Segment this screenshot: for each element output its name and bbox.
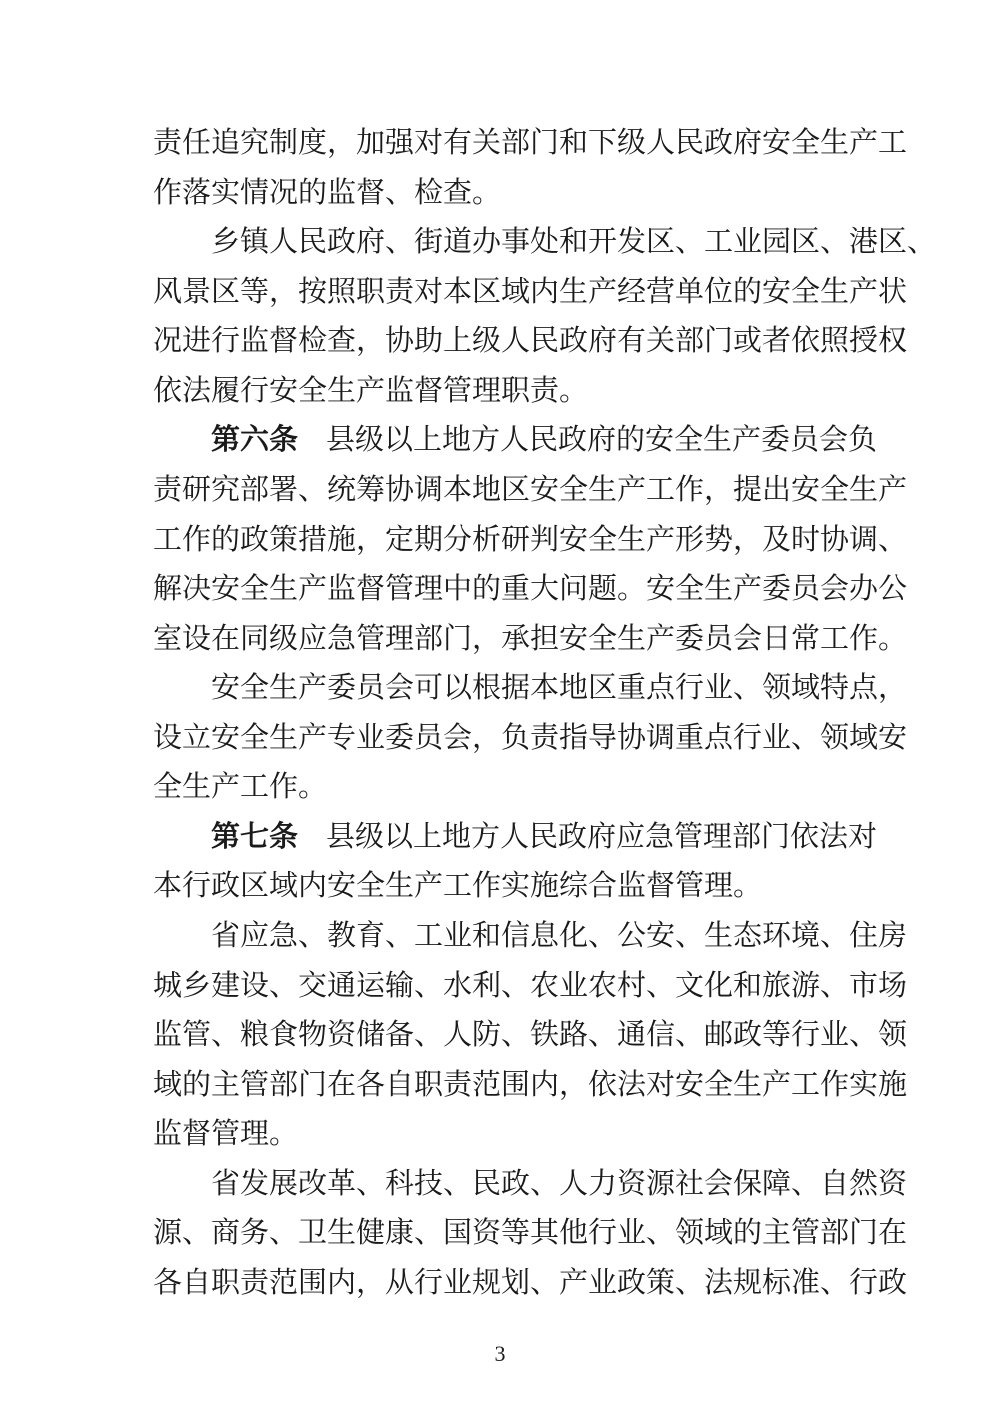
text-line: 监管、粮食物资储备、人防、铁路、通信、邮政等行业、领 bbox=[153, 1017, 908, 1051]
text-line: 源、商务、卫生健康、国资等其他行业、领域的主管部门在 bbox=[153, 1215, 908, 1249]
text-line: 依法履行安全生产监督管理职责。 bbox=[153, 373, 589, 407]
text-line: 监督管理。 bbox=[153, 1116, 299, 1150]
text-line: 本行政区域内安全生产工作实施综合监督管理。 bbox=[153, 868, 763, 902]
text-line: 作落实情况的监督、检查。 bbox=[153, 175, 502, 209]
text-line: 况进行监督检查，协助上级人民政府有关部门或者依照授权 bbox=[153, 323, 908, 357]
text-line: 责任追究制度，加强对有关部门和下级人民政府安全生产工 bbox=[153, 125, 908, 159]
text-line: 乡镇人民政府、街道办事处和开发区、工业园区、港区、 bbox=[211, 224, 937, 258]
text-line: 各自职责范围内，从行业规划、产业政策、法规标准、行政 bbox=[153, 1265, 908, 1299]
text-line: 风景区等，按照职责对本区域内生产经营单位的安全生产状 bbox=[153, 274, 908, 308]
page-number: 3 bbox=[494, 1341, 506, 1366]
text-line: 全生产工作。 bbox=[153, 769, 328, 803]
text-line: 安全生产委员会可以根据本地区重点行业、领域特点， bbox=[211, 670, 908, 704]
text-line: 室设在同级应急管理部门，承担安全生产委员会日常工作。 bbox=[153, 621, 908, 655]
article-seven-label: 第七条 bbox=[211, 819, 299, 853]
text-line: 解决安全生产监督管理中的重大问题。安全生产委员会办公 bbox=[153, 571, 908, 605]
article-seven-text: 县级以上地方人民政府应急管理部门依法对 bbox=[326, 819, 878, 853]
text-line: 城乡建设、交通运输、水利、农业农村、文化和旅游、市场 bbox=[153, 968, 908, 1002]
article-six-text: 县级以上地方人民政府的安全生产委员会负 bbox=[326, 422, 878, 456]
text-line: 工作的政策措施，定期分析研判安全生产形势，及时协调、 bbox=[153, 522, 908, 556]
text-line: 省发展改革、科技、民政、人力资源社会保障、自然资 bbox=[211, 1166, 908, 1200]
text-line: 省应急、教育、工业和信息化、公安、生态环境、住房 bbox=[211, 918, 908, 952]
article-seven-first-line bbox=[211, 816, 878, 856]
text-line: 设立安全生产专业委员会，负责指导协调重点行业、领域安 bbox=[153, 720, 908, 754]
article-six-first-line bbox=[211, 419, 878, 459]
text-line: 责研究部署、统筹协调本地区安全生产工作，提出安全生产 bbox=[153, 472, 908, 506]
text-line: 域的主管部门在各自职责范围内，依法对安全生产工作实施 bbox=[153, 1067, 908, 1101]
article-six-label: 第六条 bbox=[211, 422, 299, 456]
